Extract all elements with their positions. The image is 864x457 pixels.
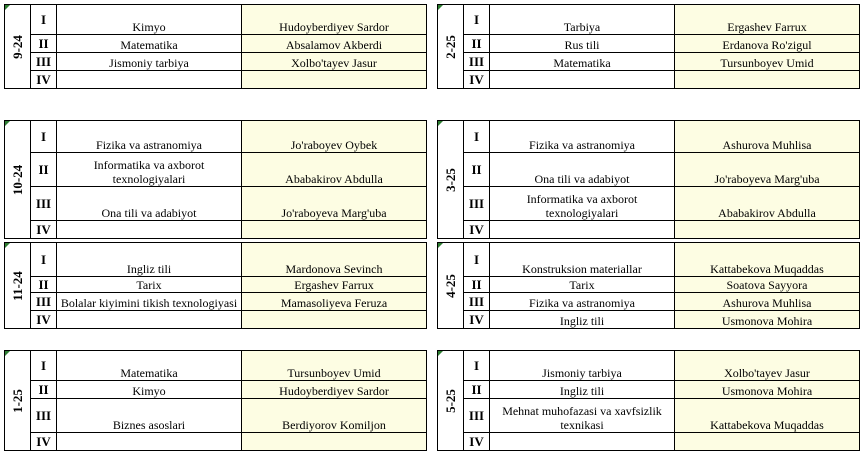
period-number[interactable]: IV (31, 71, 57, 89)
teacher-cell[interactable]: Hudoyberdiyev Sardor (242, 5, 427, 35)
table-row (5, 293, 427, 311)
schedule-block (437, 120, 860, 239)
period-number[interactable]: II (31, 381, 57, 399)
schedule-table (437, 4, 860, 89)
cell-marker-icon (5, 351, 10, 356)
group-cell (5, 5, 31, 89)
subject-cell[interactable] (490, 71, 675, 89)
table-row (5, 221, 427, 239)
cell-marker-icon (5, 121, 10, 126)
period-number[interactable]: I (464, 5, 490, 35)
teacher-cell[interactable]: Jo'raboyeva Marg'uba (675, 153, 860, 187)
cell-marker-icon (438, 351, 443, 356)
period-number[interactable]: III (464, 187, 490, 221)
table-row (438, 277, 860, 293)
table-row (438, 53, 860, 71)
schedule-table (4, 350, 427, 451)
table-row (438, 351, 860, 381)
group-label: 10-24 (9, 164, 25, 195)
subject-cell[interactable]: Fizika va astranomiya (490, 121, 675, 153)
schedule-block (4, 120, 427, 239)
period-number[interactable]: I (464, 351, 490, 381)
table-row (438, 153, 860, 187)
teacher-cell[interactable] (242, 71, 427, 89)
subject-cell[interactable]: Konstruksion materiallar (490, 243, 675, 277)
teacher-cell[interactable]: Jo'raboyeva Marg'uba (242, 187, 427, 221)
cell-marker-icon (5, 5, 10, 10)
table-row (5, 35, 427, 53)
teacher-cell[interactable]: Hudoyberdiyev Sardor (242, 381, 427, 399)
subject-cell[interactable]: Kimyo (57, 5, 242, 35)
subject-cell[interactable]: Informatika va axborot texnologiyalari (490, 187, 675, 221)
teacher-cell[interactable]: Xolbo'tayev Jasur (675, 351, 860, 381)
table-row (438, 35, 860, 53)
schedule-table (4, 120, 427, 239)
period-number[interactable]: III (31, 187, 57, 221)
subject-cell[interactable] (490, 221, 675, 239)
group-cell (5, 243, 31, 329)
subject-cell[interactable]: Mehnat muhofazasi va xavfsizlik texnikasi (490, 399, 675, 433)
period-number[interactable]: III (31, 293, 57, 311)
group-cell (438, 243, 464, 329)
table-row (438, 221, 860, 239)
period-number[interactable]: III (464, 399, 490, 433)
period-number[interactable]: IV (31, 433, 57, 451)
group-label: 9-24 (9, 34, 25, 59)
period-number[interactable]: III (31, 399, 57, 433)
subject-cell[interactable]: Matematika (57, 351, 242, 381)
table-row (438, 121, 860, 153)
period-number[interactable]: II (31, 277, 57, 293)
group-label: 11-24 (9, 270, 25, 301)
group-label: 3-25 (442, 167, 458, 192)
period-number[interactable]: II (31, 153, 57, 187)
table-row (5, 381, 427, 399)
teacher-cell[interactable]: Ashurova Muhlisa (675, 121, 860, 153)
table-row (5, 399, 427, 433)
period-number[interactable]: IV (464, 221, 490, 239)
subject-cell[interactable]: Ona tili va adabiyot (490, 153, 675, 187)
teacher-cell[interactable]: Ababakirov Abdulla (242, 153, 427, 187)
period-number[interactable]: I (31, 5, 57, 35)
subject-cell[interactable]: Tarix (490, 277, 675, 293)
subject-cell[interactable]: Fizika va astranomiya (490, 293, 675, 311)
teacher-cell[interactable]: Usmonova Mohira (675, 381, 860, 399)
teacher-cell[interactable]: Ababakirov Abdulla (675, 187, 860, 221)
table-row (5, 53, 427, 71)
group-label: 1-25 (9, 388, 25, 413)
table-row (5, 311, 427, 329)
subject-cell[interactable]: Ona tili va adabiyot (57, 187, 242, 221)
period-number[interactable]: II (464, 35, 490, 53)
subject-cell[interactable]: Ingliz tili (490, 381, 675, 399)
teacher-cell[interactable] (242, 221, 427, 239)
schedule-block (437, 350, 860, 451)
group-cell (438, 351, 464, 451)
teacher-cell[interactable]: Absalamov Akberdi (242, 35, 427, 53)
subject-cell[interactable]: Ingliz tili (490, 311, 675, 329)
schedule-block (4, 4, 427, 89)
subject-cell[interactable]: Biznes asoslari (57, 399, 242, 433)
table-row (5, 243, 427, 277)
group-cell (5, 351, 31, 451)
cell-marker-icon (438, 121, 443, 126)
subject-cell[interactable] (490, 433, 675, 451)
group-cell (438, 5, 464, 89)
teacher-cell[interactable]: Soatova Sayyora (675, 277, 860, 293)
period-number[interactable]: I (31, 351, 57, 381)
subject-cell[interactable]: Kimyo (57, 381, 242, 399)
period-number[interactable]: I (464, 243, 490, 277)
teacher-cell[interactable]: Tursunboyev Umid (675, 53, 860, 71)
schedule-table (437, 120, 860, 239)
teacher-cell[interactable]: Ergashev Farrux (242, 277, 427, 293)
subject-cell[interactable]: Tarix (57, 277, 242, 293)
table-row (5, 121, 427, 153)
teacher-cell[interactable]: Kattabekova Muqaddas (675, 243, 860, 277)
period-number[interactable]: IV (464, 71, 490, 89)
cell-marker-icon (5, 243, 10, 248)
period-number[interactable]: IV (31, 311, 57, 329)
group-cell (438, 121, 464, 239)
subject-cell[interactable]: Rus tili (490, 35, 675, 53)
table-row (5, 351, 427, 381)
period-number[interactable]: II (464, 153, 490, 187)
cell-marker-icon (438, 243, 443, 248)
teacher-cell[interactable]: Xolbo'tayev Jasur (242, 53, 427, 71)
group-label: 5-25 (442, 388, 458, 413)
teacher-cell[interactable]: Ashurova Muhlisa (675, 293, 860, 311)
teacher-cell[interactable] (675, 433, 860, 451)
period-number[interactable]: II (31, 35, 57, 53)
subject-cell[interactable]: Ingliz tili (57, 243, 242, 277)
table-row (5, 5, 427, 35)
table-row (438, 381, 860, 399)
schedule-table (437, 242, 860, 329)
table-row (5, 433, 427, 451)
subject-cell[interactable]: Jismoniy tarbiya (490, 351, 675, 381)
subject-cell[interactable]: Matematika (57, 35, 242, 53)
teacher-cell[interactable] (675, 71, 860, 89)
period-number[interactable]: I (464, 121, 490, 153)
schedule-block (4, 350, 427, 451)
period-number[interactable]: III (31, 53, 57, 71)
period-number[interactable]: IV (464, 433, 490, 451)
period-number[interactable]: III (464, 53, 490, 71)
table-row (5, 71, 427, 89)
subject-cell[interactable] (57, 71, 242, 89)
subject-cell[interactable] (57, 221, 242, 239)
group-label: 2-25 (442, 34, 458, 59)
table-row (438, 5, 860, 35)
teacher-cell[interactable]: Kattabekova Muqaddas (675, 399, 860, 433)
teacher-cell[interactable]: Ergashev Farrux (675, 5, 860, 35)
subject-cell[interactable]: Informatika va axborot texnologiyalari (57, 153, 242, 187)
schedule-block (437, 242, 860, 329)
teacher-cell[interactable] (675, 221, 860, 239)
teacher-cell[interactable]: Jo'raboyev Oybek (242, 121, 427, 153)
table-row (5, 153, 427, 187)
teacher-cell[interactable]: Mamasoliyeva Feruza (242, 293, 427, 311)
teacher-cell[interactable]: Mardonova Sevinch (242, 243, 427, 277)
table-row (438, 311, 860, 329)
schedule-table (4, 4, 427, 89)
table-row (5, 187, 427, 221)
period-number[interactable]: I (31, 243, 57, 277)
subject-cell[interactable] (57, 311, 242, 329)
table-row (438, 399, 860, 433)
table-row (438, 293, 860, 311)
table-row (438, 187, 860, 221)
schedule-block (4, 242, 427, 329)
teacher-cell[interactable]: Usmonova Mohira (675, 311, 860, 329)
subject-cell[interactable]: Fizika va astranomiya (57, 121, 242, 153)
cell-marker-icon (438, 5, 443, 10)
schedule-table (4, 242, 427, 329)
period-number[interactable]: III (464, 293, 490, 311)
schedule-block (437, 4, 860, 89)
period-number[interactable]: I (31, 121, 57, 153)
schedule-table (437, 350, 860, 451)
teacher-cell[interactable]: Berdiyorov Komiljon (242, 399, 427, 433)
teacher-cell[interactable]: Erdanova Ro'zigul (675, 35, 860, 53)
table-row (438, 433, 860, 451)
teacher-cell[interactable] (242, 433, 427, 451)
period-number[interactable]: II (464, 381, 490, 399)
subject-cell[interactable]: Tarbiya (490, 5, 675, 35)
subject-cell[interactable]: Jismoniy tarbiya (57, 53, 242, 71)
table-row (5, 277, 427, 293)
table-row (438, 71, 860, 89)
group-cell (5, 121, 31, 239)
subject-cell[interactable]: Matematika (490, 53, 675, 71)
group-label: 4-25 (442, 273, 458, 298)
table-row (438, 243, 860, 277)
teacher-cell[interactable] (242, 311, 427, 329)
teacher-cell[interactable]: Tursunboyev Umid (242, 351, 427, 381)
subject-cell[interactable]: Bolalar kiyimini tikish texnologiyasi (57, 293, 242, 311)
period-number[interactable]: IV (464, 311, 490, 329)
period-number[interactable]: II (464, 277, 490, 293)
subject-cell[interactable] (57, 433, 242, 451)
period-number[interactable]: IV (31, 221, 57, 239)
